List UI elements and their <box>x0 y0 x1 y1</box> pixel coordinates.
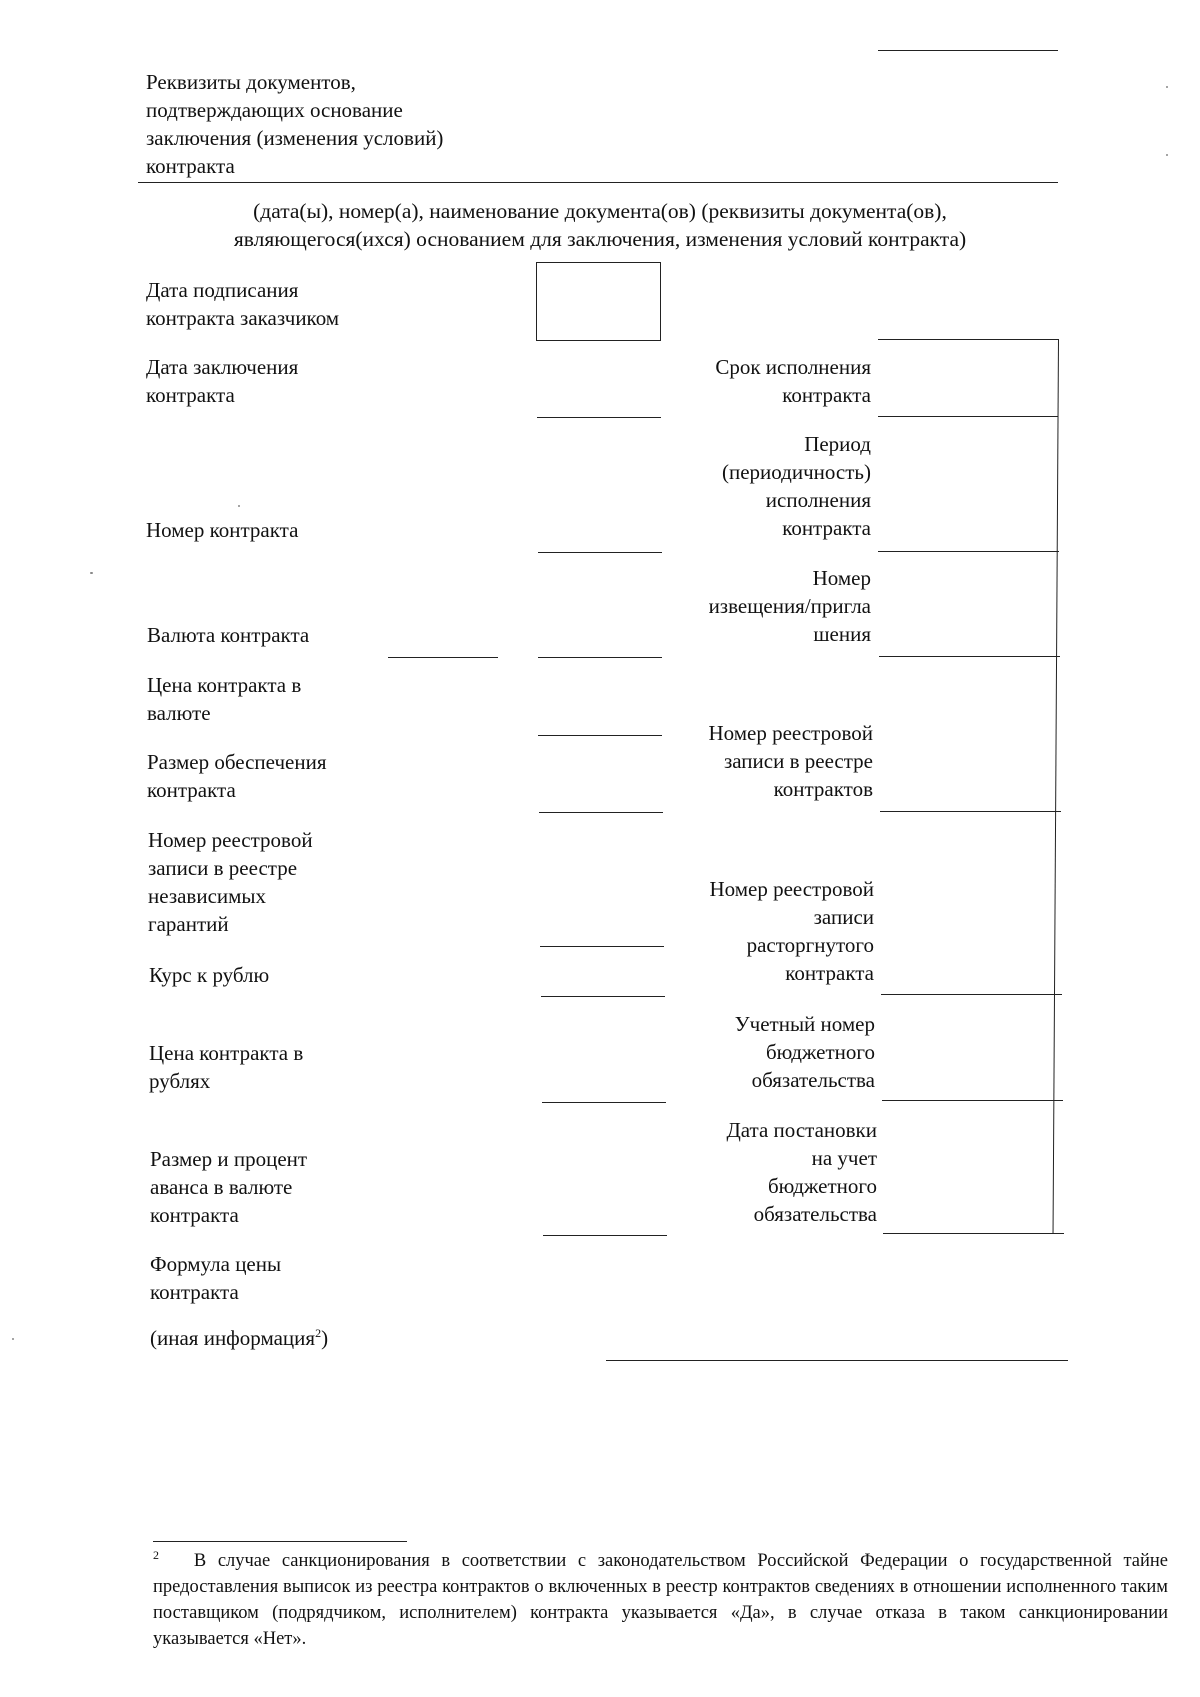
scan-speck <box>12 1338 14 1340</box>
right-column-top-rule <box>878 339 1058 340</box>
label-contracts-registry-number: Номер реестровой записи в реестре контрактов <box>708 721 873 801</box>
top-right-rule <box>878 50 1058 51</box>
footnote <box>153 1548 1168 1652</box>
scan-speck <box>90 572 93 574</box>
label-price-formula: Формула цены контракта <box>150 1252 282 1304</box>
label-budget-obligation-date: Дата постановки на учет бюджетного обязательства <box>726 1118 877 1226</box>
other-info-field[interactable] <box>606 1360 1068 1361</box>
scan-speck <box>238 505 240 507</box>
advance-amount-field[interactable] <box>543 1235 667 1236</box>
label-guarantee-registry-number: Номер реестровой записи в реестре независимых гарантий <box>148 828 313 936</box>
scan-speck <box>1166 154 1168 156</box>
label-other-info <box>150 1324 510 1352</box>
label-contract-number: Номер контракта <box>146 518 299 542</box>
currency-code-field[interactable] <box>388 657 498 658</box>
label-price-in-rubles: Цена контракта в рублях <box>149 1041 304 1093</box>
label-price-in-currency: Цена контракта в валюте <box>147 673 302 725</box>
footnote-separator <box>153 1541 407 1542</box>
label-notice-number: Номер извещения/пригла шения <box>708 566 871 646</box>
label-execution-term: Срок исполнения контракта <box>715 355 871 407</box>
label-execution-period: Период (периодичность) исполнения контракта <box>722 432 871 540</box>
label-signing-date: Дата подписания контракта заказчиком <box>146 278 340 330</box>
contract-number-field[interactable] <box>538 552 662 553</box>
footnote-marker: 2 <box>153 1547 159 1562</box>
conclusion-date-field[interactable] <box>537 417 661 418</box>
label-advance-amount: Размер и процент аванса в валюте контракта <box>150 1147 308 1227</box>
other-info-close: ) <box>321 1326 329 1350</box>
budget-obligation-number-field[interactable] <box>882 1100 1063 1101</box>
contracts-registry-number-field[interactable] <box>880 811 1061 812</box>
security-amount-field[interactable] <box>539 812 663 813</box>
requisites-caption: (дата(ы), номер(а), наименование документа(ов) (реквизиты документа(ов), являющегося(ихся) основанием для заключения, изменения условий контракта) <box>233 199 967 251</box>
label-currency: Валюта контракта <box>147 623 310 647</box>
label-security-amount: Размер обеспечения контракта <box>147 750 327 802</box>
footnote-text: В случае санкционирования в соответствии с законодательством Российской Федерации о государственной тайне предоставления выписок из реестра контрактов о включенных в реестр контрактов сведениях в отношении исполненного таким поставщиком (подрядчиком, исполнителем) контракта указывается «Да», в случае отказа в таком санкционировании указывается «Нет». <box>153 1551 1169 1649</box>
ruble-rate-field[interactable] <box>541 996 665 997</box>
signing-date-box[interactable] <box>536 262 661 341</box>
label-terminated-registry-number: Номер реестровой записи расторгнутого контракта <box>709 877 874 985</box>
requisites-label: Реквизиты документов, подтверждающих основание заключения (изменения условий) контракта <box>146 70 444 178</box>
budget-obligation-date-field[interactable] <box>883 1233 1064 1234</box>
currency-field[interactable] <box>538 657 662 658</box>
requisites-field[interactable] <box>138 182 1058 183</box>
price-in-currency-field[interactable] <box>538 735 662 736</box>
execution-term-field[interactable] <box>878 416 1058 417</box>
price-in-rubles-field[interactable] <box>542 1102 666 1103</box>
scan-speck <box>1166 86 1168 88</box>
label-ruble-rate: Курс к рублю <box>149 963 270 987</box>
label-conclusion-date: Дата заключения контракта <box>146 355 299 407</box>
terminated-registry-number-field[interactable] <box>881 994 1062 995</box>
notice-number-field[interactable] <box>879 656 1060 657</box>
guarantee-registry-number-field[interactable] <box>540 946 664 947</box>
footnote-ref: 2 <box>315 1326 322 1340</box>
execution-period-field[interactable] <box>878 551 1059 552</box>
label-budget-obligation-number: Учетный номер бюджетного обязательства <box>734 1012 875 1092</box>
other-info-text: (иная информация <box>150 1326 316 1350</box>
